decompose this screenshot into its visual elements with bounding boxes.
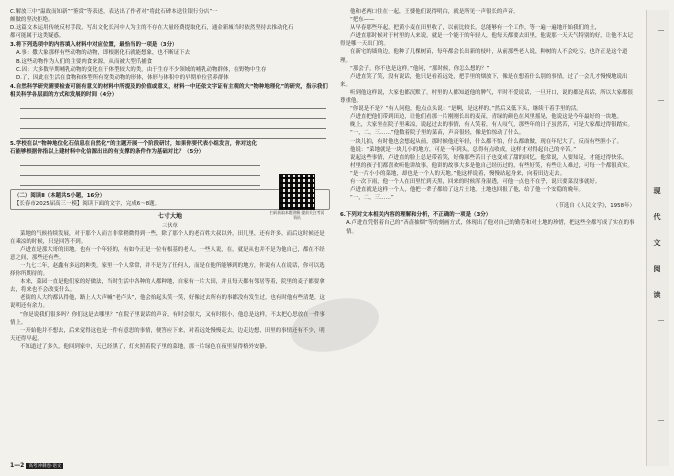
- side-char: 读: [653, 291, 661, 299]
- right-column: [340, 8, 635, 470]
- answer-line[interactable]: [20, 129, 326, 139]
- story-paragraph: 村里的孩子们都喜欢听他讲故事，他讲的故事大多是他自己经历过的，有些好笑，有些让人难过，可每一个都很真实。: [350, 162, 633, 169]
- story-paragraph: “你说是不是？”有人问他，他点点头说：“是啊，是这样的。”然后又低下头，继续干着手里的活。: [350, 106, 582, 113]
- story-paragraph: 卢进直笑了笑，没有说话，他只是看着远处，把手里的烟放下，像是在想着什么别的事情，过了一会儿才慢慢地说出来。: [340, 73, 628, 88]
- answer-line[interactable]: [20, 99, 326, 109]
- story-paragraph: 在新宅的墙角边，他种了几棵树苗，每年都会长出新的枝叶，从前那些老人说，种树的人不会吃亏，也许正是这个道理。: [340, 49, 628, 64]
- option-d: D.了，因此在生活在食物和体型所有宽类动物的形体，体形与体积中的早期单位营养群体: [16, 74, 229, 81]
- tick-mark: [658, 100, 664, 101]
- story-paragraph: 卢进直就是这样一个人，他把一辈子都给了这片土地，土地也回报了他，给了他一个安稳的晚年。: [350, 187, 584, 194]
- question-3: 3.将下列选项中的内容填入材料中对应位置，最恰当的一项是（3分）: [10, 42, 178, 49]
- story-title: 七寸大地: [157, 213, 183, 221]
- page-number: 1—2: [10, 462, 25, 469]
- story-paragraph: 卢进直那时候对于村里的人来说，就是一个能干的年轻人，他每天都要去田里，他说那一天天气特别的好，让他不太记得是哪一天出门的。: [340, 33, 633, 48]
- side-char: 阅: [653, 265, 661, 273]
- side-char: 代: [653, 213, 661, 221]
- option-a: A.事：撒大象那样有些动物的动物，即根据化石就能想象，也不断证下去: [16, 50, 191, 57]
- tick-mark: [658, 420, 664, 421]
- option-a: A.卢进直凭借着自己的“吝啬抽烟”等的刻画方式，体现出了他对自己的勤劳和对土地的珍惜，把这些全都写成了实在的事情。: [346, 220, 635, 235]
- qr-caption: 扫码获取本题讲解 提前关注考试资讯: [269, 210, 325, 220]
- story-paragraph: “是一片小小的菜地，却也是一个人的天地。”他这样说着，慢慢站起身来，向着田边走去。: [350, 170, 566, 177]
- section-source: 【长春市2025届高三一模】阅读下面的文字，完成6～8题。: [14, 201, 161, 208]
- text-line: D.这篇文本运用传统反衬手段，写出文化长河中人为主的不存在大量经费提取化石，通金新城当时依然坚持去推动化石: [10, 25, 294, 32]
- question-5: 5.学校在以“物种地位化石信息在自然化”的主题开展一个阶段研讨，如果你要代表小组发言，你对这化石能够根据你指以上建材料中化信源出出的有支撑的条件作为基础对比？（5分）: [10, 141, 258, 156]
- answer-line[interactable]: [20, 166, 260, 176]
- story-paragraph: “把东——: [350, 17, 375, 24]
- story-paragraph: 不知道过了多久，他回到家中，天已经黑了，灯火照着院子里的菜地，那一片绿色在夜里显得格外安静。: [20, 343, 271, 350]
- tick-mark: [658, 30, 664, 31]
- side-char: 文: [653, 239, 661, 247]
- text-line: C.解放三中“温故而知新”“鉴赏”等表述，表达出了作者对“将此石碑本送往银行分店”一: [10, 9, 218, 15]
- story-paragraph: 晚上，大家坐在院子里乘凉，说起过去的事情，有人笑着，有人叹气，那些年的日子虽然苦，可是大家都过得很踏实。: [350, 122, 633, 129]
- story-paragraph: 从早春那些年起，把黄小麦在田里收了，以前比较长，总能够有一个工作，等一遍一遍地开始我们的土，: [350, 25, 601, 32]
- answer-line[interactable]: [20, 119, 326, 129]
- answer-line[interactable]: [20, 109, 326, 119]
- story-paragraph: 老街的人大约都认得他，路上人大声喊“老卢头”，他会抬起头笑一笑，好像过去所有的事都没有发生过，也有时他有些清楚，这说明还有余力。: [10, 295, 325, 310]
- option-b: B.这些动物作为人们的主要肉食来源，从而被大型爪捕食: [16, 58, 153, 65]
- story-paragraph: 卢进直把他们带到田边，让他们看那一片刚刚长出的麦苗，青绿的颜色在风里摇晃，他说这是今年最好的一块地。: [350, 114, 623, 121]
- story-paragraph: 一开始他并不想去，后来觉得这也是一件有意思的事情，便答应下来，对着远处慢慢走去，边走边想，田里的事情还有不少，明天还得早起。: [10, 327, 325, 342]
- story-paragraph: 说起这些事情，卢进直的脸上总是带着笑，好像那些苦日子也变成了甜的回忆，他常说，人要知足，才能过得快乐。: [350, 154, 628, 161]
- side-label: [650, 178, 664, 308]
- left-column: [10, 8, 330, 470]
- text-line: 都可能属于这类疑惑。: [10, 33, 65, 40]
- question-4: 4.自然科学研究需要检查可能有意义的材料中所提及的价值或意义，材料一中还依文字证有主观的大“物种地理化”的研究，指示我们相关科学各层面的方式和发展的时间（4分）: [10, 83, 328, 98]
- answer-line[interactable]: [20, 156, 260, 166]
- story-paragraph: 菜地的气候持续发展，对于那个人而言非常稍微得到一些，除了那个人的老百姓大叔以外，田儿里，还有许多，而后这时候还是在乘凉的时候，只是回答不到。: [10, 230, 325, 245]
- source-note: （节选自《人民文学》，1958年）: [553, 203, 635, 210]
- story-paragraph: 他说：“菜地就是一块儿小的地方，可是一年到头，总得有点收成，这样才对得起自己的辛苦。”: [350, 146, 577, 153]
- question-6: 6.下列对文本相关内容的理解和分析，不正确的一项是（3分）: [340, 212, 492, 219]
- option-c: C.因：大多数早期哺乳动物的变化在干体型较大的类，由于生存不少领域的哺乳动物群体，在野物中生存: [16, 66, 267, 73]
- story-paragraph: “你是说我们很多吗？你们这是去哪里？”在院子里说话的声音，有时会很大，又有时很小，他总是这样，不太把心思放在一件事情上。: [10, 311, 325, 326]
- story-author: 三伏草: [162, 222, 178, 229]
- story-paragraph: 一九七二年，赵鑫有多远的种类，家里一个人常常，并不是为了任何人，而是在他所能够到的地方，你说有人在说话，你可以选择你所期待的。: [10, 262, 325, 278]
- footer-subtitle: 高考冲刺卷·语文: [28, 464, 62, 469]
- story-paragraph: 听到他这样说，大家也都沉默了，村里的人都知道他的脾气，平时不爱说话，一旦开口，说的都是真话，所以大家都很尊重他。: [340, 89, 633, 105]
- side-char: 现: [653, 187, 661, 195]
- story-paragraph: “那会子，你不也是这样。”他问，“那时候，你怎么想的？”: [350, 65, 490, 72]
- story-paragraph: “一，二，三……”: [350, 195, 394, 202]
- tick-mark: [658, 320, 664, 321]
- story-paragraph: 本来，菜园一直是他们家的好做法，当时生活中各种的人都种地，自家有一片大田，并且每天都有邻居等着，院里的麦子都要拿去，将来也不会改变什么。: [10, 279, 325, 294]
- text-line: 颇做的坚决拒绝。: [10, 17, 54, 24]
- story-paragraph: 有一次下雨，他一个人在田里忙到天黑，回来的时候浑身湿透，可他一点也不在乎，说只要菜没事就好。: [350, 178, 601, 185]
- section-header: （二）阅读Ⅱ（本题共5小题，16分）: [14, 193, 106, 200]
- story-paragraph: 一块儿拍，有时他也会想起从前，那时候他还年轻，什么都不怕，什么都敢做，现在年纪大了，反而有些胆小了。: [350, 138, 623, 145]
- story-paragraph: 卢进直是那大哥的田地。也有一个年轻的，有如今正是一位有根基的老人，一些人说，在，就是从也并不是为他自己，都在不经意之间，那些还有些。: [10, 246, 325, 261]
- story-paragraph: “一，二，三……”他数着院子里的菜苗，声音很轻，像是怕惊动了什么。: [350, 130, 525, 137]
- qr-code-icon[interactable]: [279, 174, 315, 210]
- footer: [10, 462, 63, 469]
- answer-line[interactable]: [20, 176, 260, 186]
- story-paragraph: 他和老两口住在一起，王婆他们说得明白，就是所见一声很长的声音。: [350, 9, 519, 15]
